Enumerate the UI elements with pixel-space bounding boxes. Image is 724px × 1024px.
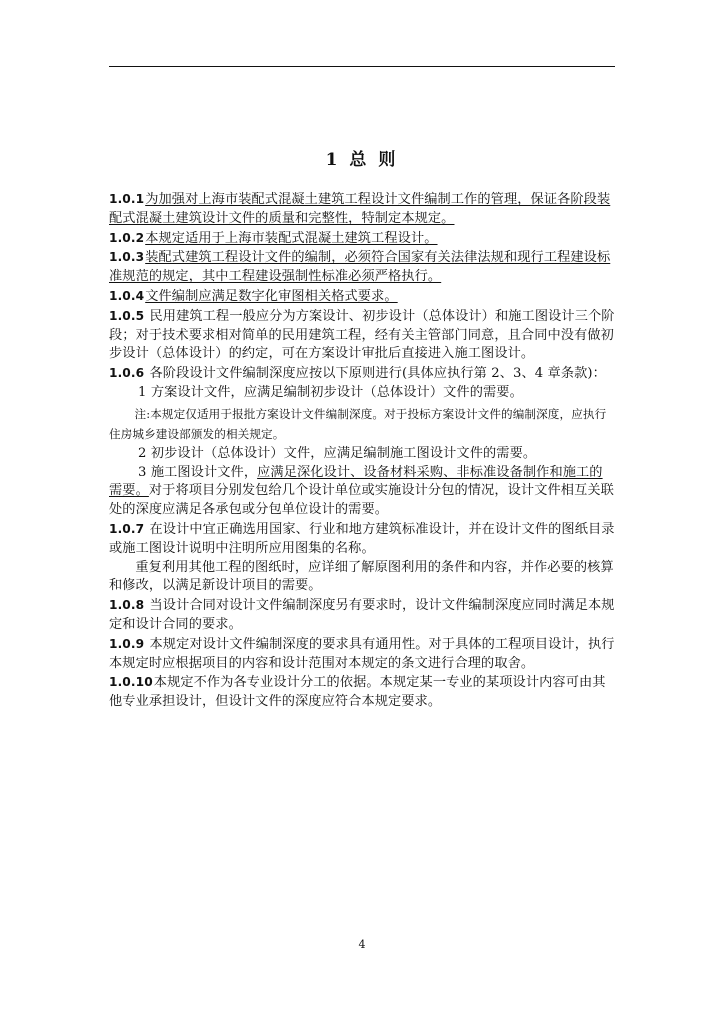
clause-number: 1.0.4 — [109, 288, 145, 303]
clause-1-0-2 — [109, 229, 615, 249]
item-3-lead: 3 施工图设计文件， — [138, 464, 258, 480]
clause-text: 本规定不作为各专业设计分工的依据。本规定某一专业的某项设计内容可由其他专业承担设计，但设计文件的深度应符合本规定要求。 — [109, 675, 606, 710]
header-rule — [109, 66, 615, 67]
clause-1-0-9 — [109, 635, 615, 674]
clause-number: 1.0.9 — [109, 636, 145, 651]
clause-text: 为加强对上海市装配式混凝土建筑工程设计文件编制工作的管理，保证各阶段装配式混凝土建筑设计文件的质量和完整性，特制定本规定。 — [109, 192, 611, 226]
clause-1-0-10 — [109, 673, 615, 712]
clause-number: 1.0.1 — [109, 192, 145, 206]
clause-1-0-8 — [109, 596, 615, 635]
clause-1-0-7 — [109, 520, 615, 559]
document-body — [109, 190, 615, 712]
clause-number: 1.0.3 — [109, 250, 145, 265]
clause-text: 本规定对设计文件编制深度的要求具有通用性。对于具体的工程项目设计，执行本规定时应根据项目的内容和设计范围对本规定的条文进行合理的取舍。 — [109, 636, 615, 671]
item-3-rest: 对于将项目分别发包给几个设计单位或实施设计分包的情况，设计文件相互关联处的深度应满足各承包或分包单位设计的需要。 — [109, 483, 614, 518]
clause-text: 民用建筑工程一般应分为方案设计、初步设计（总体设计）和施工图设计三个阶段；对于技术要求相对简单的民用建筑工程，经有关主管部门同意，且合同中没有做初步设计（总体设计）的约定，可在方案设计审批后直接进入施工图设计。 — [109, 308, 615, 362]
clause-number: 1.0.8 — [109, 598, 145, 613]
clause-1-0-6 — [109, 364, 615, 384]
clause-1-0-6-note: 注:本规定仅适用于报批方案设计文件编制深度。对于投标方案设计文件的编制深度，应执行住房城乡建设部颁发的相关规定。 — [109, 406, 607, 441]
clause-text: 装配式建筑工程设计文件的编制，必须符合国家有关法律法规和现行工程建设标准规范的规定，其中工程建设强制性标准必须严格执行。 — [109, 250, 611, 285]
clause-number: 1.0.5 — [109, 308, 145, 323]
clause-1-0-6-item-3 — [109, 464, 615, 520]
clause-text: 文件编制应满足数字化审图相关格式要求。 — [145, 288, 398, 304]
clause-1-0-5 — [109, 307, 615, 364]
clause-number: 1.0.6 — [109, 366, 145, 381]
item-3-underlined: 应满足深化设计、设备材料采购、非标准设备制作和施工的需要。 — [109, 464, 603, 499]
page-number: 4 — [358, 938, 366, 951]
clause-text: 本规定适用于上海市装配式混凝土建筑工程设计。 — [145, 230, 438, 246]
clause-text: 在设计中宜正确选用国家、行业和地方建筑标准设计，并在设计文件的图纸目录或施工图设计说明中注明所应用图集的名称。 — [109, 521, 615, 556]
chapter-title: 1 总 则 — [325, 150, 399, 170]
clause-1-0-6-item-2: 2 初步设计（总体设计）文件，应满足编制施工图设计文件的需要。 — [138, 445, 537, 461]
clause-number: 1.0.2 — [109, 230, 145, 245]
clause-text: 各阶段设计文件编制深度应按以下原则进行(具体应执行第 2、3、4 章条款)： — [149, 366, 606, 382]
clause-1-0-6-item-1: 1 方案设计文件，应满足编制初步设计（总体设计）文件的需要。 — [138, 384, 523, 400]
clause-1-0-3 — [109, 248, 615, 287]
clause-1-0-1 — [109, 190, 615, 229]
clause-1-0-4 — [109, 287, 615, 307]
clause-number: 1.0.7 — [109, 521, 145, 536]
clause-1-0-7-paragraph: 重复利用其他工程的图纸时，应详细了解原图利用的条件和内容，并作必要的核算和修改，以满足新设计项目的需要。 — [109, 559, 614, 594]
clause-text: 当设计合同对设计文件编制深度另有要求时，设计文件编制深度应同时满足本规定和设计合同的要求。 — [109, 598, 615, 632]
clause-number: 1.0.10 — [109, 675, 153, 690]
